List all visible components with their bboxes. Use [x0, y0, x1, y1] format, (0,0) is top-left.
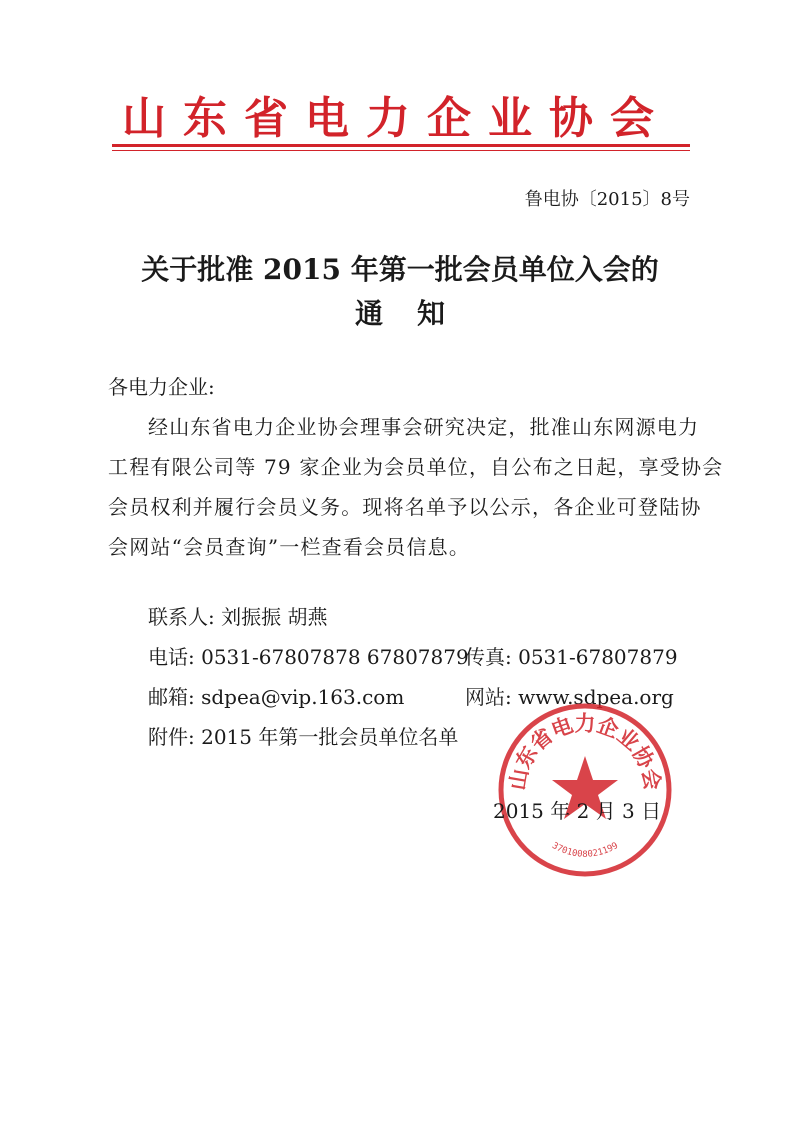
salutation: 各电力企业: — [108, 375, 215, 399]
body-paragraph-line: 会网站“会员查询”一栏查看会员信息。 — [108, 535, 471, 559]
document-title-line-2: 通知 — [354, 297, 479, 330]
document-title-line-1: 关于批准 2015 年第一批会员单位入会的 — [141, 253, 659, 286]
seal-code: 3701008021199 — [549, 840, 621, 860]
website-address: 网站: www.sdpea.org — [465, 685, 674, 709]
issue-date: 2015 年 2 月 3 日 — [493, 799, 662, 823]
document-number: 鲁电协〔2015〕8号 — [524, 189, 690, 210]
attachment-note: 附件: 2015 年第一批会员单位名单 — [148, 725, 459, 749]
official-seal — [497, 702, 673, 878]
email-address: 邮箱: sdpea@vip.163.com — [148, 685, 405, 709]
fax-number: 传真: 0531-67807879 — [465, 645, 678, 669]
phone-number: 电话: 0531-67807878 67807879 — [148, 645, 469, 669]
body-paragraph-line: 工程有限公司等 79 家企业为会员单位，自公布之日起，享受协会 — [108, 455, 724, 479]
seal-text: 山东省电力企业协会 — [504, 710, 666, 792]
organization-name: 山东省电力企业协会 — [122, 93, 671, 144]
body-paragraph-line: 会员权利并履行会员义务。现将名单予以公示，各企业可登陆协 — [108, 495, 702, 519]
header-divider-thick — [112, 144, 690, 147]
header-divider-thin — [112, 150, 690, 151]
body-paragraph-line: 经山东省电力企业协会理事会研究决定，批准山东网源电力 — [148, 415, 700, 439]
contact-persons: 联系人: 刘振振 胡燕 — [148, 605, 328, 629]
